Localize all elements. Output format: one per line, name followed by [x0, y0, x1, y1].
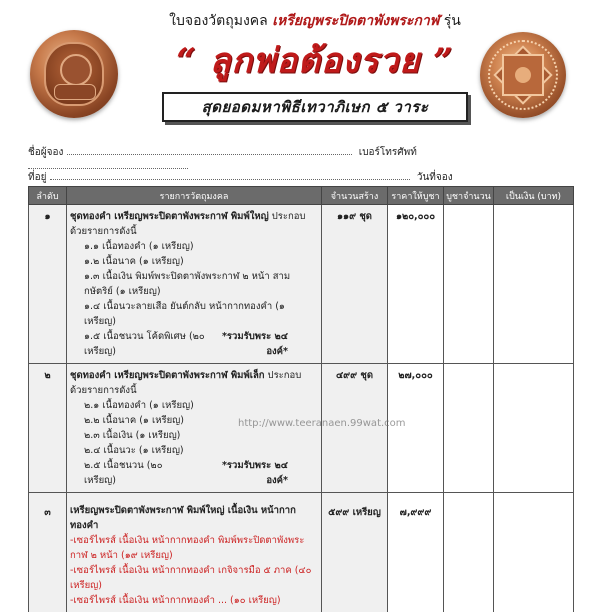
- heading-suffix: รุ่น: [444, 13, 461, 29]
- sub-item-red: -เซอร์ไพรส์ เนื้อเงิน หน้ากากทองคำ พิมพ์พระปิดตาพังพระกาฬ ๒ หน้า (๑๙ เหรียญ): [70, 533, 318, 563]
- sub-item: ๒.๒ เนื้อนาค (๑ เหรียญ): [70, 413, 318, 428]
- subtitle: สุดยอดมหาพิธีเทวาภิเษก ๕ วาระ: [164, 94, 466, 120]
- item-head: ชุดทองคำ เหรียญพระปิดตาพังพระกาฬ พิมพ์ใหญ่: [70, 211, 269, 222]
- item-head-tail: ประกอบด้วยรายการดังนี้: [70, 370, 301, 396]
- table-header-row: [29, 187, 574, 205]
- form-row-name: [28, 145, 573, 172]
- main-title: “ ลูกพ่อต้องรวย ”: [150, 33, 480, 87]
- sub-item-text: ๒.๕ เนื้อชนวน (๒๐ เหรียญ): [84, 458, 197, 488]
- sub-item-red: -เซอร์ไพรส์ เนื้อเงิน หน้ากากทองคำ เกจิจารมือ ๕ ภาค (๔๐ เหรียญ): [70, 563, 318, 593]
- row-number: ๓: [29, 493, 67, 612]
- sub-item: ๒.๓ เนื้อเงิน (๑ เหรียญ): [70, 428, 318, 443]
- watermark-url: http://www.teeranaen.99wat.com: [238, 418, 406, 429]
- phone-field[interactable]: [28, 160, 188, 169]
- heading-prefix: ใบจองวัตถุมงคล: [169, 13, 268, 29]
- sub-item-red: -เซอร์ไพรส์ เนื้อเงิน หน้ากากทองคำ ... (๑๐ เหรียญ): [70, 593, 318, 608]
- phone-label: เบอร์โทรศัพท์: [359, 147, 417, 158]
- name-field[interactable]: [67, 146, 352, 155]
- item-head-tail: ประกอบด้วยรายการดังนี้: [70, 211, 305, 237]
- row-order-count-cell[interactable]: [444, 493, 494, 612]
- item-total: *รวมรับพระ ๒๔ องค์*: [197, 458, 318, 488]
- sub-item: ๑.๓ เนื้อเงิน พิมพ์พระปิดตาพังพระกาฬ ๒ หน้า สามกษัตริย์ (๑ เหรียญ): [70, 269, 318, 299]
- heading-emphasis: เหรียญพระปิดตาพังพระกาฬ: [272, 13, 439, 29]
- sub-item: ๑.๒ เนื้อนาค (๑ เหรียญ): [70, 254, 318, 269]
- sub-item: ๒.๔ เนื้อนวะ (๑ เหรียญ): [70, 443, 318, 458]
- document-header: [0, 0, 600, 140]
- row-amount-cell[interactable]: [494, 493, 574, 612]
- sub-item-text: ๑.๕ เนื้อชนวน โค้ดพิเศษ (๒๐ เหรียญ): [84, 329, 213, 359]
- sub-item: ๑.๔ เนื้อนวะลายเสือ ยันต์กลับ หน้ากากทองคำ (๑ เหรียญ): [70, 299, 318, 329]
- address-field[interactable]: [50, 171, 410, 180]
- row-amount-cell[interactable]: [494, 364, 574, 493]
- column-header-no: ลำดับ: [29, 187, 67, 205]
- row-number: ๒: [29, 364, 67, 493]
- row-quantity-made: ๕๙๙ เหรียญ: [322, 493, 388, 612]
- row-quantity-made: ๔๙๙ ชุด: [322, 364, 388, 493]
- form-heading: [150, 10, 480, 32]
- column-header-price: ราคาให้บูชา: [388, 187, 444, 205]
- name-label: ชื่อผู้จอง: [28, 147, 63, 158]
- sub-item: ๑.๑ เนื้อทองคำ (๑ เหรียญ): [70, 239, 318, 254]
- sub-item: [70, 458, 318, 488]
- row-amount-cell[interactable]: [494, 205, 574, 364]
- column-header-order-count: บูชาจำนวน: [444, 187, 494, 205]
- row-quantity-made: ๑๑๙ ชุด: [322, 205, 388, 364]
- row-price: ๑๒๐,๐๐๐: [388, 205, 444, 364]
- table-row: [29, 493, 574, 612]
- subtitle-box: [162, 92, 468, 122]
- column-header-quantity-made: จำนวนสร้าง: [322, 187, 388, 205]
- amulet-coin-back-image: [480, 32, 566, 118]
- row-price: ๒๗,๐๐๐: [388, 364, 444, 493]
- column-header-item: รายการวัตถุมงคล: [67, 187, 322, 205]
- row-price: ๗,๙๙๙: [388, 493, 444, 612]
- row-order-count-cell[interactable]: [444, 364, 494, 493]
- address-label: ที่อยู่: [28, 172, 46, 183]
- row-number: ๑: [29, 205, 67, 364]
- table-row: [29, 205, 574, 364]
- order-table: [28, 186, 574, 612]
- item-total: *รวมรับพระ ๒๔ องค์*: [213, 329, 318, 359]
- row-order-count-cell[interactable]: [444, 205, 494, 364]
- row-item-list: [67, 493, 322, 612]
- sub-item: [70, 329, 318, 359]
- row-item-list: [67, 205, 322, 364]
- item-head: เหรียญพระปิดตาพังพระกาฬ พิมพ์ใหญ่ เนื้อเงิน หน้ากากทองคำ: [70, 503, 318, 533]
- sub-item: ๒.๑ เนื้อทองคำ (๑ เหรียญ): [70, 398, 318, 413]
- date-label: วันที่จอง: [417, 172, 453, 183]
- column-header-amount: เป็นเงิน (บาท): [494, 187, 574, 205]
- amulet-coin-front-image: [30, 30, 118, 118]
- item-head: ชุดทองคำ เหรียญพระปิดตาพังพระกาฬ พิมพ์เล็ก: [70, 370, 265, 381]
